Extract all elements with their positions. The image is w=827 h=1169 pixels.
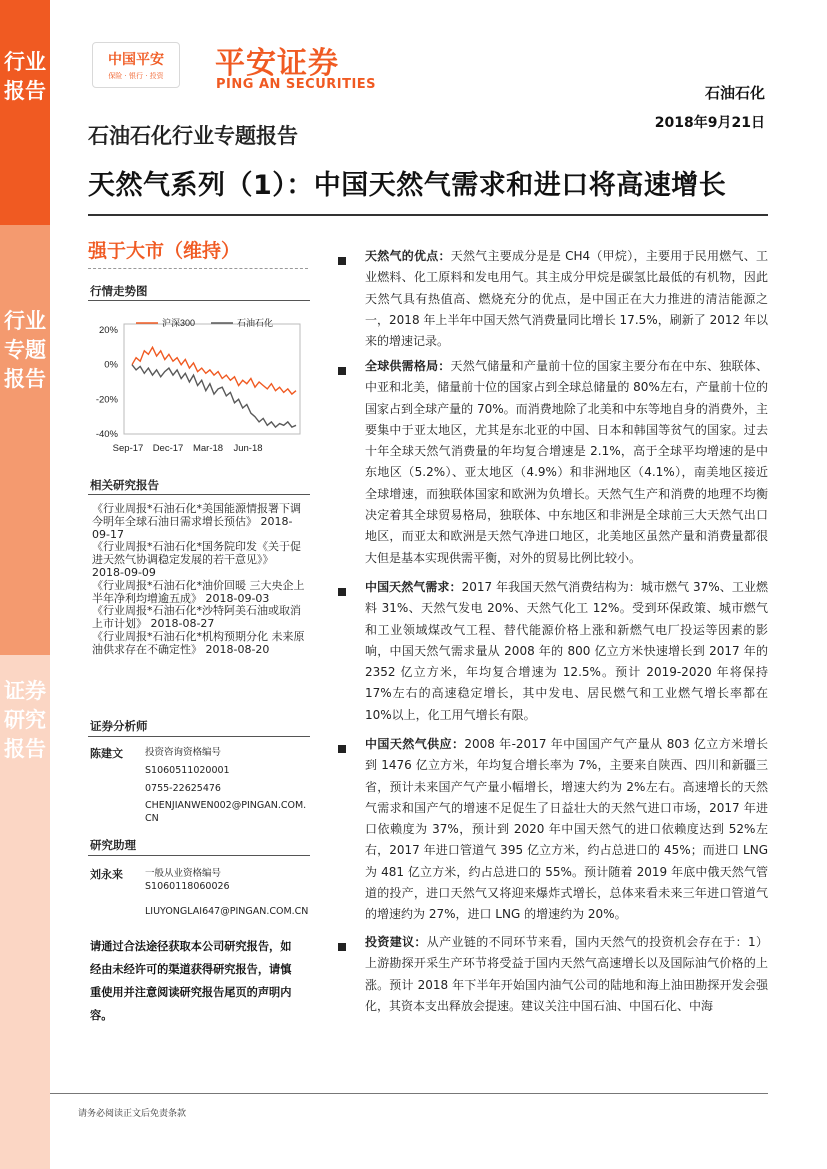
analyst-phone: 0755-22625476: [145, 783, 221, 794]
paragraph-lead: 全球供需格局：: [365, 359, 451, 373]
bullet-marker: [338, 367, 346, 375]
bullet-marker: [338, 257, 346, 265]
paragraph-lead: 投资建议：: [365, 935, 427, 949]
logo-group-tagline: 保险 · 银行 · 投资: [108, 72, 164, 80]
related-heading-rule: [88, 494, 310, 495]
bullet-marker: [338, 588, 346, 596]
paragraph-lead: 中国天然气供应：: [365, 737, 465, 751]
analyst-qualification: 投资咨询资格编号: [145, 747, 222, 758]
legend-label: 石油石化: [237, 318, 274, 328]
y-tick-label: -20%: [95, 394, 118, 406]
paragraph-china-demand: [365, 577, 768, 726]
analyst-license-number: S1060511020001: [145, 765, 230, 776]
x-tick-label: Dec-17: [152, 443, 184, 454]
related-report-item[interactable]: 《行业周报*石油石化*油价回暖 三大央企上半年净利均增逾五成》 2018-09-03: [92, 578, 305, 605]
brand-name-cn: 平安证券: [215, 46, 339, 81]
x-tick-label: Jun-18: [233, 443, 263, 454]
pingan-group-logo: [92, 42, 180, 88]
rating-divider: [88, 268, 308, 269]
assistant-heading-rule: [88, 855, 310, 856]
related-report-item[interactable]: 《行业周报*石油石化*机构预期分化 未来原油供求存在不确定性》 2018-08-20: [92, 629, 305, 656]
title-divider: [88, 214, 768, 216]
trend-chart: [88, 308, 310, 458]
legend-label: 沪深300: [162, 318, 196, 328]
sidebar-label-3: 证券研究报告: [4, 679, 46, 761]
paragraph-global-supply-demand: [365, 356, 768, 569]
paragraph-advantages: [365, 246, 768, 352]
sidebar-label-1: 行业报告: [4, 50, 46, 103]
analyst-name: 陈建文: [90, 747, 123, 760]
related-report-item[interactable]: 《行业周报*石油石化*国务院印发《关于促进天然气协调稳定发展的若干意见》》 2018-09-09: [92, 540, 301, 579]
assistant-qualification: 一般从业资格编号: [145, 868, 222, 879]
analyst-email[interactable]: CHENJIANWEN002@PINGAN.COM.: [145, 800, 307, 811]
paragraph-body: 2017 年我国天然气消费结构为：城市燃气 37%、工业燃料 31%、天然气发电 20%、天然气化工 12%。受到环保政策、城市燃气和工业领域煤改气工程、替代能源价格上涨和新燃气电厂投运等因素的影响，中国天然气需求量从 2008 年的 800 亿立方米快速增长到 2017 年的 2352 亿立方米，年均复合增速为 12.5%。预计 2019-2020 年将保持 17%左右的高速稳定增长，其中发电、居民燃气和工业燃气增长率都在 10%以上，化工用气增长有限。: [365, 580, 768, 722]
related-report-list: [92, 503, 307, 657]
y-tick-label: -40%: [95, 429, 118, 440]
paragraph-body: 天然气储量和产量前十位的国家主要分布在中东、独联体、中亚和北美，储量前十位的国家占到全球总储量的 80%左右，产量前十位的国家占到全球产量的 70%。而消费地除了北美和中东等地自身的消费外，主要集中于亚太地区，尤其是东北亚的中国、日本和韩国等贫气的国家。过去十年全球天然气消费量的年均复合增速是 2.1%，高于全球平均增速的是中东地区（5.2%）、亚太地区（4.9%）和非洲地区（4.1%），南美地区接近全球增速，而独联体国家和欧洲为负增长。天然气生产和消费的地理不均衡决定着其全球贸易格局，独联体、中东地区和非洲是全球前三大天然气出口地区，而亚太和欧洲是天然气净进口地区，北美地区虽然产量和消费量都很大但是基本实现供需平衡，对外的贸易比例比较小。: [365, 359, 768, 565]
assistant-email[interactable]: LIUYONGLAI647@PINGAN.COM.CN: [145, 906, 309, 917]
paragraph-lead: 中国天然气需求：: [365, 580, 462, 594]
paragraph-body: 天然气主要成分是是 CH4（甲烷），主要用于民用燃气、工业燃料、化工原料和发电用气。其主成分甲烷是碳氢比最低的有机物，因此天然气具有热值高、燃烧充分的优点，是中国正在大力推进的清洁能源之一，2018 年上半年中国天然气消费量同比增长 17.5%，刷新了 2012 年以来的增速记录。: [365, 249, 768, 349]
sidebar-section-topic-report: [0, 225, 50, 655]
paragraph-china-supply: [365, 734, 768, 926]
paragraph-lead: 天然气的优点：: [365, 249, 451, 263]
footer-divider: [50, 1093, 768, 1094]
access-disclaimer: 请通过合法途径获取本公司研究报告，如经由未经许可的渠道获得研究报告，请慎重使用并注意阅读研究报告尾页的声明内容。: [90, 940, 292, 1022]
sector-label: 石油石化: [704, 84, 765, 102]
sidebar-label-2: 行业专题报告: [4, 309, 46, 391]
paragraph-investment-advice: [365, 932, 768, 1017]
trend-heading-rule: [88, 300, 310, 301]
assistant-license-number: S1060118060026: [145, 881, 230, 892]
paragraph-body: 从产业链的不同环节来看，国内天然气的投资机会存在于：1）上游勘探开采生产环节将受益于国内天然气高速增长以及国际油气价格的上涨。预计 2018 年下半年开始国内油气公司的陆地和海上油田勘探开发会强化，其资本支出释放会提速。建议关注中国石油、中国石化、中海: [365, 935, 768, 1013]
analyst-heading: 证券分析师: [90, 719, 148, 733]
assistant-name: 刘永来: [90, 868, 123, 881]
related-heading: 相关研究报告: [90, 478, 159, 492]
assistant-heading: 研究助理: [90, 838, 136, 852]
sidebar-section-industry-report: [0, 0, 50, 225]
chart-plot-area: [124, 324, 300, 434]
y-tick-label: 0%: [104, 359, 118, 371]
rating-badge: 强于大市（维持）: [88, 240, 241, 262]
footer-disclaimer-link[interactable]: 请务必阅读正文后免责条款: [78, 1109, 187, 1119]
trend-heading: 行情走势图: [90, 284, 148, 298]
sidebar-section-securities-research: [0, 655, 50, 1169]
y-tick-label: 20%: [98, 325, 118, 336]
paragraph-body: 2008 年-2017 年中国国产气产量从 803 亿立方米增长到 1476 亿立方米，年均复合增长率为 7%，主要来自陕西、四川和新疆三省，预计未来国产气产量小幅增长，增速大约为 2%左右。高速增长的天然气需求和国产气的增速不足促生了日益壮大的天然气进口市场，2017 年进口依赖度为 37%，预计到 2020 年中国天然气的进口依赖度达到 52%左右，2017 年进口管道气 395 亿立方米，约占总进口的 45%；而进口 LNG 为 481 亿立方米，约占总进口的 55%。预计随着 2019 年底中俄天然气管道的投产，进口天然气又将迎来爆炸式增长，总体来看未来三年进口管道气的增速约为 27%，进口 LNG 的增速约为 20%。: [365, 737, 768, 922]
related-report-item[interactable]: 《行业周报*石油石化*沙特阿美石油或取消上市计划》 2018-08-27: [92, 604, 301, 631]
logo-group-name: 中国平安: [108, 52, 164, 68]
analyst-heading-rule: [88, 736, 310, 737]
brand-name-en: PING AN SECURITIES: [216, 77, 377, 92]
page-title: 天然气系列（1）：中国天然气需求和进口将高速增长: [88, 170, 727, 201]
x-tick-label: Sep-17: [112, 443, 144, 454]
x-tick-label: Mar-18: [192, 443, 224, 454]
bullet-marker: [338, 943, 346, 951]
bullet-marker: [338, 745, 346, 753]
analyst-email-cont: CN: [145, 813, 159, 824]
series-title: 石油石化行业专题报告: [88, 124, 298, 148]
report-date: 2018年9月21日: [654, 115, 765, 131]
related-report-item[interactable]: 《行业周报*石油石化*美国能源情报署下调今明年全球石油日需求增长预估》 2018-09-17: [92, 502, 301, 541]
